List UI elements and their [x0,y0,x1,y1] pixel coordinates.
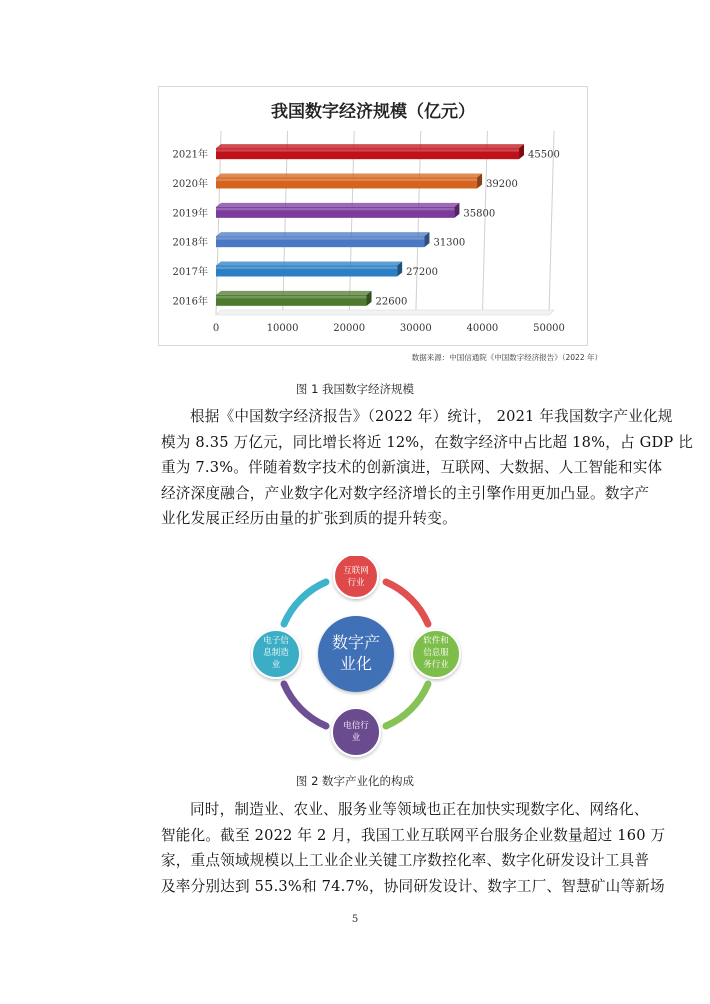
paragraph-2-line: 同时，制造业、农业、服务业等领域也正在加快实现数字化、网络化、 [190,801,649,818]
ring-arc-bottom-left [284,684,326,726]
node-electronic-info-manufacturing [252,630,300,678]
bar-value-label: 27200 [406,267,438,278]
node-label-line: 互联网 [343,566,369,576]
x-tick-label: 40000 [466,323,499,334]
node-label-line: 业 [351,733,361,743]
figure1-caption: 图 1 我国数字经济规模 [295,382,415,396]
bar-top-face [216,262,402,266]
bar-highlight [216,208,454,211]
node-label-line: 电子信 [263,636,289,646]
paragraph-2-line: 家，重点领域规模以上工业企业关键工序数控化率、数字化研发设计工具普 [161,852,650,869]
paragraph-1-line: 经济深度融合，产业数字化对数字经济增长的主引擎作用更加凸显。数字产 [161,484,650,502]
figure2-caption: 图 2 数字产业化的构成 [295,774,415,788]
bar-highlight [216,149,519,152]
bar-top-face [216,203,459,207]
digital-industrialization-diagram [250,556,462,762]
x-tick-label: 20000 [333,323,366,334]
y-category-label: 2016年 [172,296,208,308]
node-label-line: 软件和 [423,636,449,646]
ring-arc-top-right [386,582,428,624]
bar-highlight [216,296,367,299]
center-label-line: 数字产 [331,633,381,652]
y-category-label: 2019年 [172,208,208,220]
node-label-line: 业 [271,660,281,670]
paragraph-1-line: 业化发展正经历由量的扩张到质的提升转变。 [161,510,457,527]
ring-arc-top-left [284,582,326,624]
center-node [318,616,394,692]
bar-top-face [216,144,524,148]
paragraph-1-line: 根据《中国数字经济报告》（2022 年）统计， 2021 年我国数字产业化规 [190,408,673,425]
y-category-label: 2020年 [172,179,208,190]
page-number: 5 [351,914,359,925]
chart-floor [216,310,554,315]
x-tick-label: 0 [212,323,220,334]
bar-value-label: 31300 [433,237,466,249]
center-label-line: 业化 [339,654,373,673]
y-category-label: 2017年 [172,267,208,278]
bar-value-label: 22600 [375,296,408,308]
bar-top-face [216,232,429,236]
node-telecom-industry [332,708,380,756]
x-tick-label: 50000 [533,323,565,334]
node-label-line: 电信行 [343,721,369,731]
node-software-info-services [412,630,460,678]
bar-top-face [216,291,372,295]
bar-value-label: 39200 [486,179,518,190]
node-label-line: 信息服 [423,648,449,658]
bar-chart-svg [159,87,587,345]
digital-economy-chart [158,86,588,346]
paragraph-1-line: 模为 8.35 万亿元，同比增长将近 12%，在数字经济中占比超 18%，占 GDP 比 [161,433,694,451]
ring-arc-bottom-right [386,684,428,726]
y-category-label: 2018年 [172,237,208,249]
node-label-line: 务行业 [423,660,449,670]
bar-value-label: 35800 [463,208,496,220]
node-label-line: 息制造 [263,648,289,658]
chart-source-note: 数据来源：中国信通院《中国数字经济报告》（2022 年） [411,353,602,362]
bar-highlight [216,267,397,270]
paragraph-2-line: 智能化。截至 2022 年 2 月，我国工业互联网平台服务企业数量超过 160 万 [161,826,666,844]
bar-top-face [216,174,482,178]
paragraph-1-line: 重为 7.3%。伴随着数字技术的创新演进，互联网、大数据、人工智能和实体 [161,459,663,476]
y-category-label: 2021年 [172,149,208,161]
chart-title: 我国数字经济规模（亿元） [271,102,475,122]
paragraph-2-line: 及率分别达到 55.3%和 74.7%，协同研发设计、数字工厂、智慧矿山等新场 [161,877,665,895]
paragraph-1 [161,404,694,532]
paragraph-2 [161,797,666,899]
bar-highlight [216,179,477,182]
node-label-line: 行业 [347,578,365,588]
x-tick-label: 10000 [266,323,299,334]
node-internet-industry [334,556,378,598]
bar-value-label: 45500 [528,149,560,161]
x-tick-label: 30000 [399,323,432,334]
bar-highlight [216,237,424,240]
